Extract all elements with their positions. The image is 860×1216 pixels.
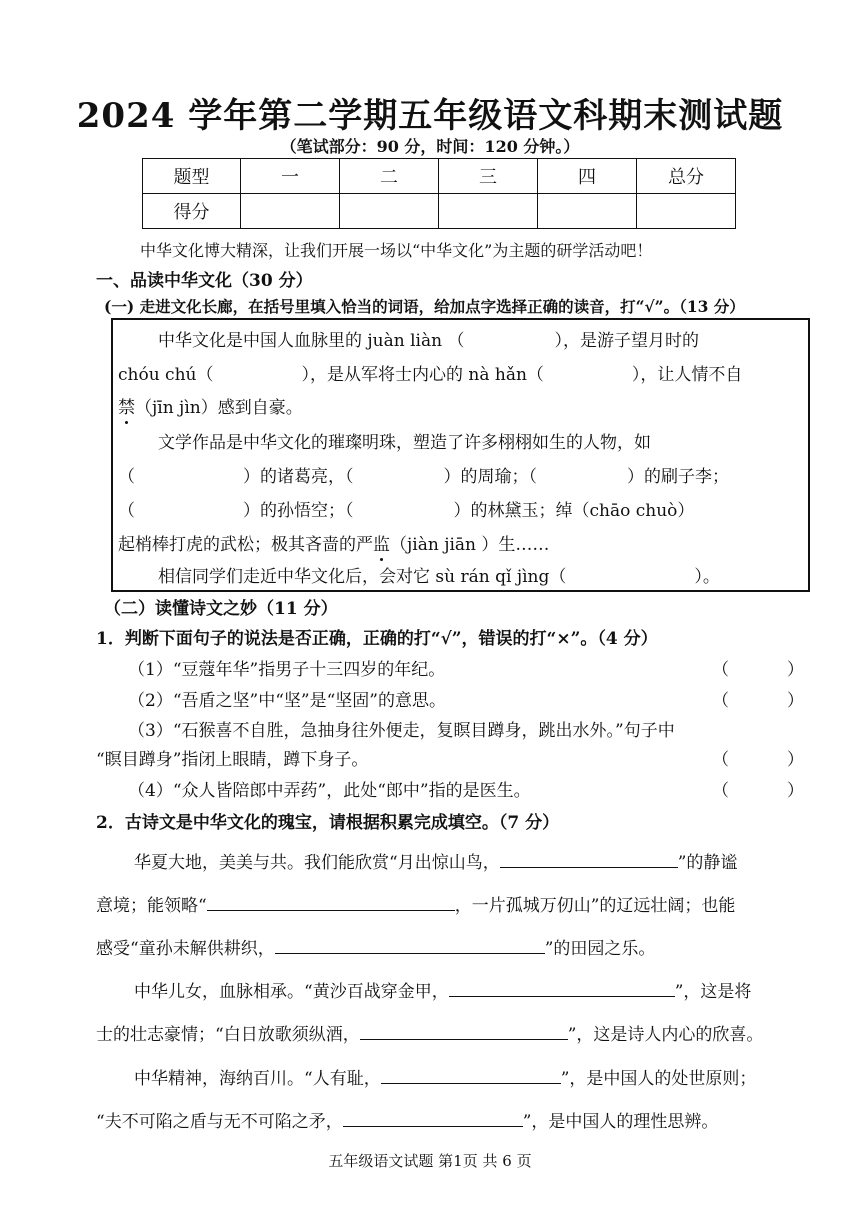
- bracket-close: ）: [787, 660, 804, 680]
- judge-item: （2）“吾盾之坚”中“坚”是“坚固”的意思。: [128, 691, 446, 711]
- score-table-cell: 二: [339, 159, 438, 194]
- score-table-score-row: [143, 194, 736, 229]
- score-input-cell[interactable]: [241, 194, 340, 229]
- box-text: ）的林黛玉；绰（chāo chuò）: [453, 501, 695, 521]
- fill-text: ”的静谧: [677, 853, 738, 873]
- answer-blank[interactable]: [544, 362, 632, 380]
- judge-bracket[interactable]: [712, 655, 804, 680]
- box-text: （: [118, 501, 135, 521]
- box-line: [118, 360, 742, 385]
- fill-line: [96, 1020, 763, 1045]
- dotted-char: 禁: [118, 393, 135, 418]
- answer-blank[interactable]: [381, 1065, 561, 1084]
- pinyin-choice[interactable]: （jīn jìn）感到自豪。: [135, 398, 303, 418]
- answer-blank[interactable]: [135, 498, 243, 516]
- answer-blank[interactable]: [464, 328, 554, 346]
- fill-text: ”的田园之乐。: [544, 939, 656, 959]
- judge-item: “瞑目蹲身”指闭上眼睛，蹲下身子。: [96, 750, 369, 770]
- answer-blank[interactable]: [566, 564, 694, 582]
- score-input-cell[interactable]: [636, 194, 735, 229]
- part2-heading: （二）读懂诗文之妙（11 分）: [104, 599, 338, 619]
- answer-blank[interactable]: [537, 464, 627, 482]
- box-line: [158, 562, 720, 587]
- bracket-open: （: [712, 660, 729, 680]
- box-text: ）的孙悟空；（: [243, 501, 354, 521]
- box-line: [118, 496, 694, 521]
- box-text: 中华文化是中国人血脉里的 juàn liàn （: [158, 331, 465, 351]
- answer-blank[interactable]: [135, 464, 243, 482]
- judge-bracket[interactable]: [712, 745, 804, 770]
- bracket-close: ）: [787, 750, 804, 770]
- bracket-open: （: [712, 781, 729, 801]
- box-text: chóu chú（: [118, 365, 214, 385]
- exam-title: 2024 学年第二学期五年级语文科期末测试题: [76, 96, 784, 136]
- score-table-cell: 三: [438, 159, 537, 194]
- exam-subtitle: （笔试部分：90 分，时间：120 分钟。）: [280, 137, 580, 156]
- dotted-char: 监: [373, 530, 390, 555]
- q2-heading: 2．古诗文是中华文化的瑰宝，请根据积累完成填空。（7 分）: [96, 813, 560, 833]
- box-line: [158, 326, 699, 351]
- fill-text: ，一片孤城万仞山”的辽远壮阔；也能: [454, 896, 736, 916]
- judge-item: （1）“豆蔻年华”指男子十三四岁的年纪。: [128, 660, 446, 680]
- fill-text: 士的壮志豪情；“白日放歌须纵酒，: [96, 1025, 360, 1045]
- answer-blank[interactable]: [343, 1108, 523, 1127]
- box-text: ）的周瑜；（: [443, 467, 537, 487]
- bracket-open: （: [712, 750, 729, 770]
- part1-heading: (一) 走进文化长廊，在括号里填入恰当的词语，给加点字选择正确的读音，打“√”。（13 分）: [104, 297, 745, 316]
- pinyin-choice[interactable]: （jiàn jiān ）生……: [390, 535, 550, 555]
- score-table-header-row: [143, 159, 736, 194]
- box-text: ）的诸葛亮，（: [243, 467, 354, 487]
- bracket-open: （: [712, 691, 729, 711]
- score-table-cell: 题型: [143, 159, 241, 194]
- answer-blank[interactable]: [500, 849, 678, 868]
- score-table-cell: 四: [537, 159, 636, 194]
- fill-text: 中华儿女，血脉相承。“黄沙百战穿金甲，: [134, 982, 449, 1002]
- answer-blank[interactable]: [360, 1021, 568, 1040]
- box-line: 文学作品是中华文化的璀璨明珠，塑造了许多栩栩如生的人物，如: [158, 433, 651, 453]
- judge-item: （4）“众人皆陪郎中弄药”，此处“郎中”指的是医生。: [128, 781, 531, 801]
- box-line: [118, 530, 549, 555]
- fill-text: ”，这是诗人内心的欣喜。: [567, 1025, 764, 1045]
- fill-line: [96, 1107, 718, 1132]
- section-heading: 一、品读中华文化（30 分）: [96, 271, 313, 291]
- score-table-cell: 一: [241, 159, 340, 194]
- score-input-cell[interactable]: [339, 194, 438, 229]
- box-line: [118, 393, 303, 418]
- answer-blank[interactable]: [354, 464, 444, 482]
- fill-text: 华夏大地，美美与共。我们能欣赏“月出惊山鸟，: [134, 853, 500, 873]
- score-input-cell[interactable]: [537, 194, 636, 229]
- box-text: ），让人情不自: [631, 365, 743, 385]
- answer-blank[interactable]: [275, 935, 545, 954]
- box-text: ），是从军将士内心的 nà hǎn（: [301, 365, 544, 385]
- score-table: [142, 158, 736, 229]
- box-text: ），是游子望月时的: [554, 331, 699, 351]
- intro-text: 中华文化博大精深，让我们开展一场以“中华文化”为主题的研学活动吧！: [140, 241, 653, 260]
- box-text: ）的刷子李；: [627, 467, 729, 487]
- answer-blank[interactable]: [354, 498, 454, 516]
- answer-blank[interactable]: [207, 892, 455, 911]
- score-table-cell: 得分: [143, 194, 241, 229]
- judge-bracket[interactable]: [712, 776, 804, 801]
- fill-line: [96, 891, 735, 916]
- fill-text: ”，是中国人的处世原则；: [560, 1069, 757, 1089]
- answer-blank[interactable]: [449, 978, 675, 997]
- q1-heading: 1．判断下面句子的说法是否正确，正确的打“√”，错误的打“×”。（4 分）: [96, 629, 658, 649]
- score-input-cell[interactable]: [438, 194, 537, 229]
- answer-blank[interactable]: [213, 362, 301, 380]
- score-table-cell: 总分: [636, 159, 735, 194]
- fill-text: ”，这是将: [674, 982, 752, 1002]
- fill-text: “夫不可陷之盾与无不可陷之矛，: [96, 1112, 343, 1132]
- page-footer: 五年级语文试题 第1页 共 6 页: [328, 1152, 532, 1170]
- fill-line: [134, 977, 751, 1002]
- judge-bracket[interactable]: [712, 686, 804, 711]
- fill-text: ”，是中国人的理性思辨。: [522, 1112, 719, 1132]
- box-text: 起梢棒打虎的武松；极其吝啬的严: [118, 535, 373, 555]
- box-text: ）。: [694, 567, 720, 587]
- fill-line: [134, 1064, 756, 1089]
- fill-text: 感受“童孙未解供耕织，: [96, 939, 275, 959]
- box-line: [118, 462, 729, 487]
- bracket-close: ）: [787, 691, 804, 711]
- fill-line: [96, 934, 655, 959]
- box-text: 相信同学们走近中华文化后，会对它 sù rán qǐ jìng（: [158, 567, 567, 587]
- box-text: （: [118, 467, 135, 487]
- judge-item: （3）“石猴喜不自胜，急抽身往外便走，复瞑目蹲身，跳出水外。”句子中: [128, 721, 675, 741]
- fill-text: 意境；能领略“: [96, 896, 207, 916]
- fill-line: [134, 848, 737, 873]
- fill-text: 中华精神，海纳百川。“人有耻，: [134, 1069, 381, 1089]
- bracket-close: ）: [787, 781, 804, 801]
